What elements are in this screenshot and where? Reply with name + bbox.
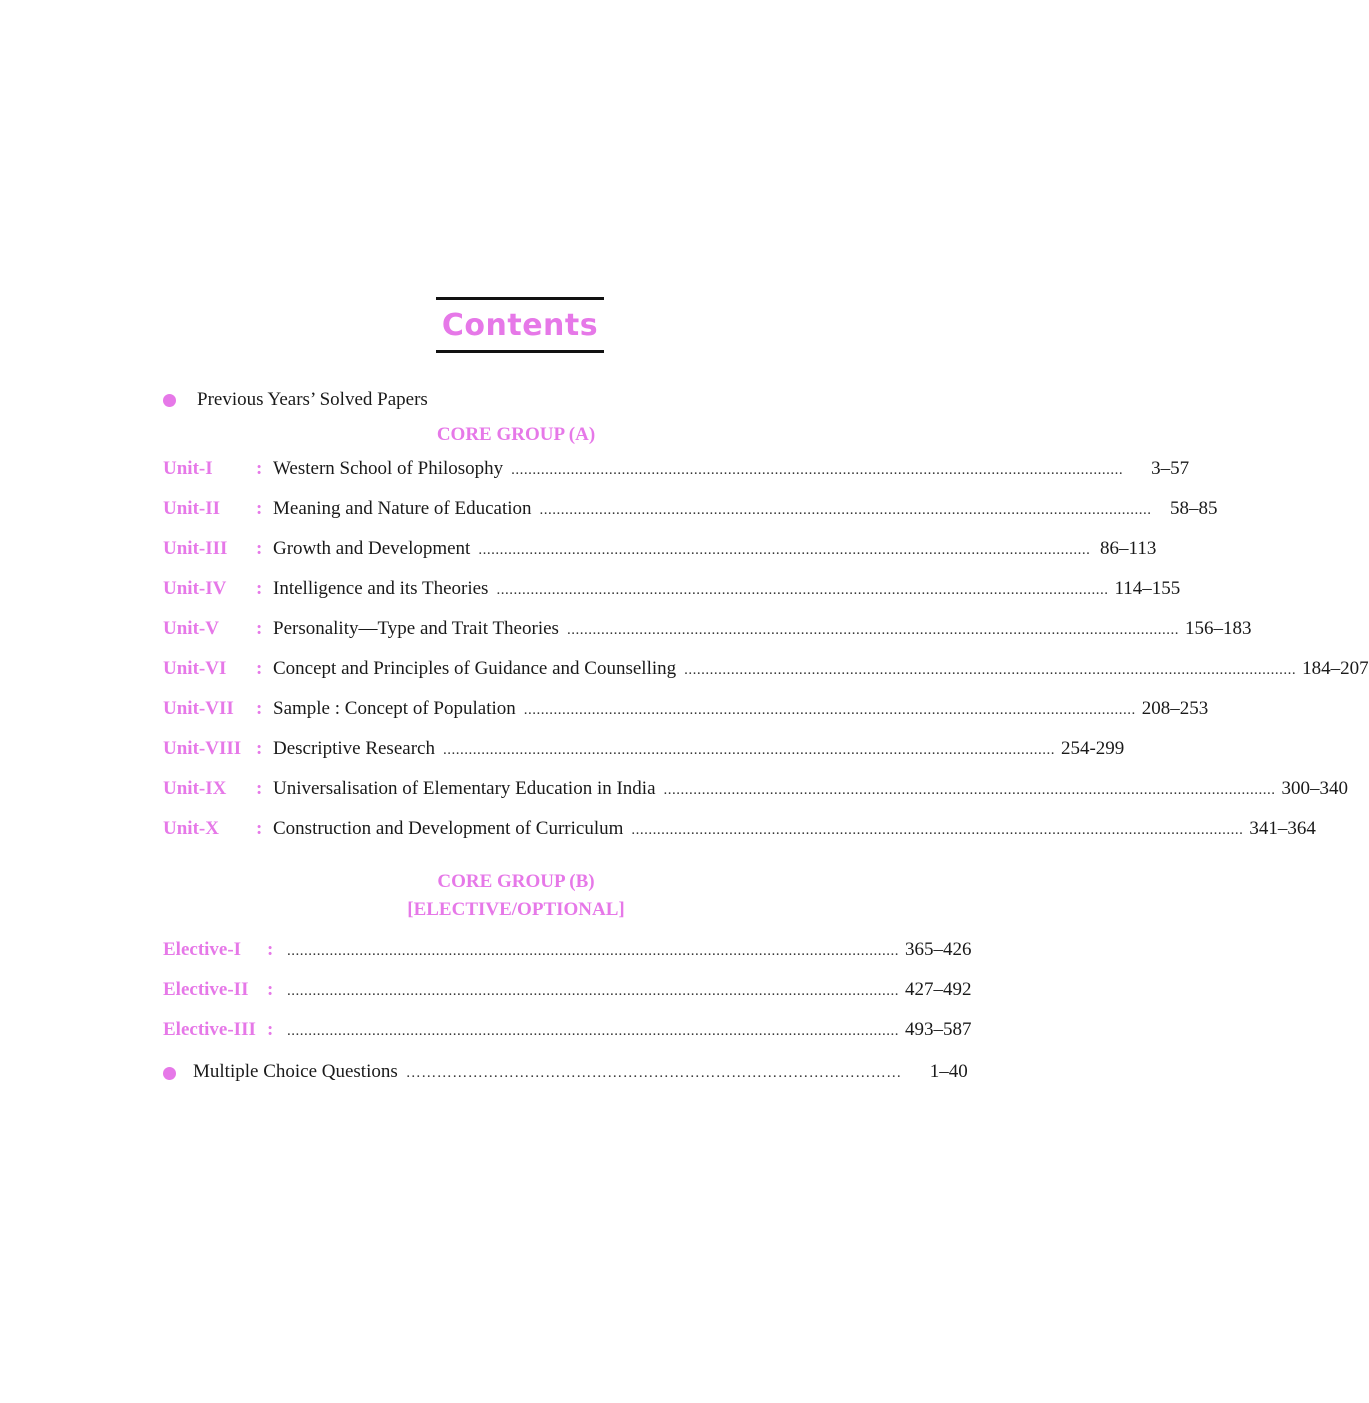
- page-range: 86–113: [1100, 538, 1157, 559]
- contents-title-block: [436, 297, 604, 353]
- intro-item-label: Previous Years’ Solved Papers: [197, 389, 428, 410]
- intro-item[interactable]: [163, 389, 428, 411]
- dot-leader: ................................................................................................................................................: [684, 662, 1297, 678]
- dot-leader: ................................................................................................................................................: [287, 1023, 899, 1039]
- toc-row[interactable]: [163, 698, 1209, 722]
- unit-title: Sample : Concept of Population: [273, 698, 516, 719]
- page-range: 341–364: [1249, 818, 1316, 839]
- toc-row[interactable]: [163, 979, 972, 1003]
- toc-row[interactable]: [163, 939, 972, 963]
- toc-row[interactable]: [163, 618, 1252, 642]
- page-range: 208–253: [1141, 698, 1209, 719]
- page-range: 3–57: [1151, 458, 1190, 479]
- toc-row[interactable]: [163, 538, 1157, 562]
- unit-label: Unit-III: [163, 538, 228, 559]
- unit-label: Unit-VIII: [163, 738, 242, 759]
- page-title: Contents: [441, 307, 599, 343]
- unit-label: Unit-V: [163, 618, 219, 639]
- dot-leader: ................................................................................................................................................: [663, 782, 1276, 798]
- separator-colon: :: [256, 578, 263, 599]
- dot-leader: ................................................................................................................................................: [287, 983, 899, 999]
- unit-title: Growth and Development: [273, 538, 471, 559]
- separator-colon: :: [256, 658, 263, 679]
- separator-colon: :: [256, 618, 263, 639]
- unit-label: Unit-II: [163, 498, 221, 519]
- bullet-icon: [163, 1067, 176, 1080]
- final-item-pages: 1–40: [929, 1061, 968, 1082]
- bullet-icon: [163, 394, 176, 407]
- group-b-heading: CORE GROUP (B): [437, 871, 595, 892]
- separator-colon: :: [256, 738, 263, 759]
- separator-colon: :: [267, 979, 274, 1000]
- unit-label: Unit-VII: [163, 698, 234, 719]
- separator-colon: :: [267, 939, 274, 960]
- toc-row[interactable]: [163, 498, 1218, 522]
- dot-leader: ................................................................................................................................................: [566, 622, 1179, 638]
- unit-title: Meaning and Nature of Education: [273, 498, 532, 519]
- group-b-subheading: [ELECTIVE/OPTIONAL]: [407, 899, 625, 920]
- page-range: 254-299: [1060, 738, 1125, 759]
- separator-colon: :: [256, 458, 263, 479]
- unit-title: Concept and Principles of Guidance and Counselling: [273, 658, 677, 679]
- toc-row[interactable]: [163, 458, 1190, 482]
- separator-colon: :: [256, 778, 263, 799]
- page-range: 365–426: [905, 939, 972, 960]
- unit-label: Unit-VI: [163, 658, 227, 679]
- final-item[interactable]: [163, 1061, 968, 1085]
- dot-leader: ................................................................................................................................................: [631, 822, 1244, 838]
- toc-row[interactable]: [163, 658, 1369, 682]
- unit-title: Descriptive Research: [273, 738, 435, 759]
- unit-title: Intelligence and its Theories: [273, 578, 489, 599]
- dot-leader: ................................................................................................................................................: [287, 943, 899, 959]
- toc-row[interactable]: [163, 818, 1316, 842]
- elective-label: Elective-I: [163, 939, 242, 960]
- unit-label: Unit-I: [163, 458, 213, 479]
- toc-row[interactable]: [163, 738, 1125, 762]
- final-item-label: Multiple Choice Questions: [193, 1061, 398, 1082]
- dot-leader: ................................................................................................................................................: [442, 742, 1055, 758]
- dot-leader: ................................................................................................................................................: [523, 702, 1136, 718]
- elective-label: Elective-II: [163, 979, 249, 1000]
- unit-title: Personality—Type and Trait Theories: [273, 618, 559, 639]
- page-range: 300–340: [1281, 778, 1349, 799]
- dot-leader: ................................................................................................................................................: [478, 542, 1091, 558]
- toc-row[interactable]: [163, 778, 1349, 802]
- page-range: 114–155: [1114, 578, 1181, 599]
- separator-colon: :: [267, 1019, 274, 1040]
- dot-leader: ................................................................................................................................................: [511, 462, 1124, 478]
- unit-label: Unit-IV: [163, 578, 227, 599]
- dot-leader: ……………………………………………………………………………………: [405, 1065, 902, 1081]
- page-range: 58–85: [1170, 498, 1218, 519]
- unit-label: Unit-X: [163, 818, 219, 839]
- separator-colon: :: [256, 698, 263, 719]
- unit-title: Western School of Philosophy: [273, 458, 504, 479]
- toc-row[interactable]: [163, 1019, 972, 1043]
- dot-leader: ................................................................................................................................................: [496, 582, 1109, 598]
- dot-leader: ................................................................................................................................................: [539, 502, 1152, 518]
- page-range: 427–492: [905, 979, 972, 1000]
- page-range: 184–207: [1302, 658, 1369, 679]
- separator-colon: :: [256, 538, 263, 559]
- unit-label: Unit-IX: [163, 778, 227, 799]
- elective-label: Elective-III: [163, 1019, 256, 1040]
- group-a-heading: CORE GROUP (A): [436, 424, 596, 445]
- unit-title: Construction and Development of Curriculum: [273, 818, 624, 839]
- unit-title: Universalisation of Elementary Education in India: [273, 778, 656, 799]
- toc-row[interactable]: [163, 578, 1181, 602]
- separator-colon: :: [256, 498, 263, 519]
- separator-colon: :: [256, 818, 263, 839]
- page-range: 156–183: [1184, 618, 1252, 639]
- page-range: 493–587: [905, 1019, 972, 1040]
